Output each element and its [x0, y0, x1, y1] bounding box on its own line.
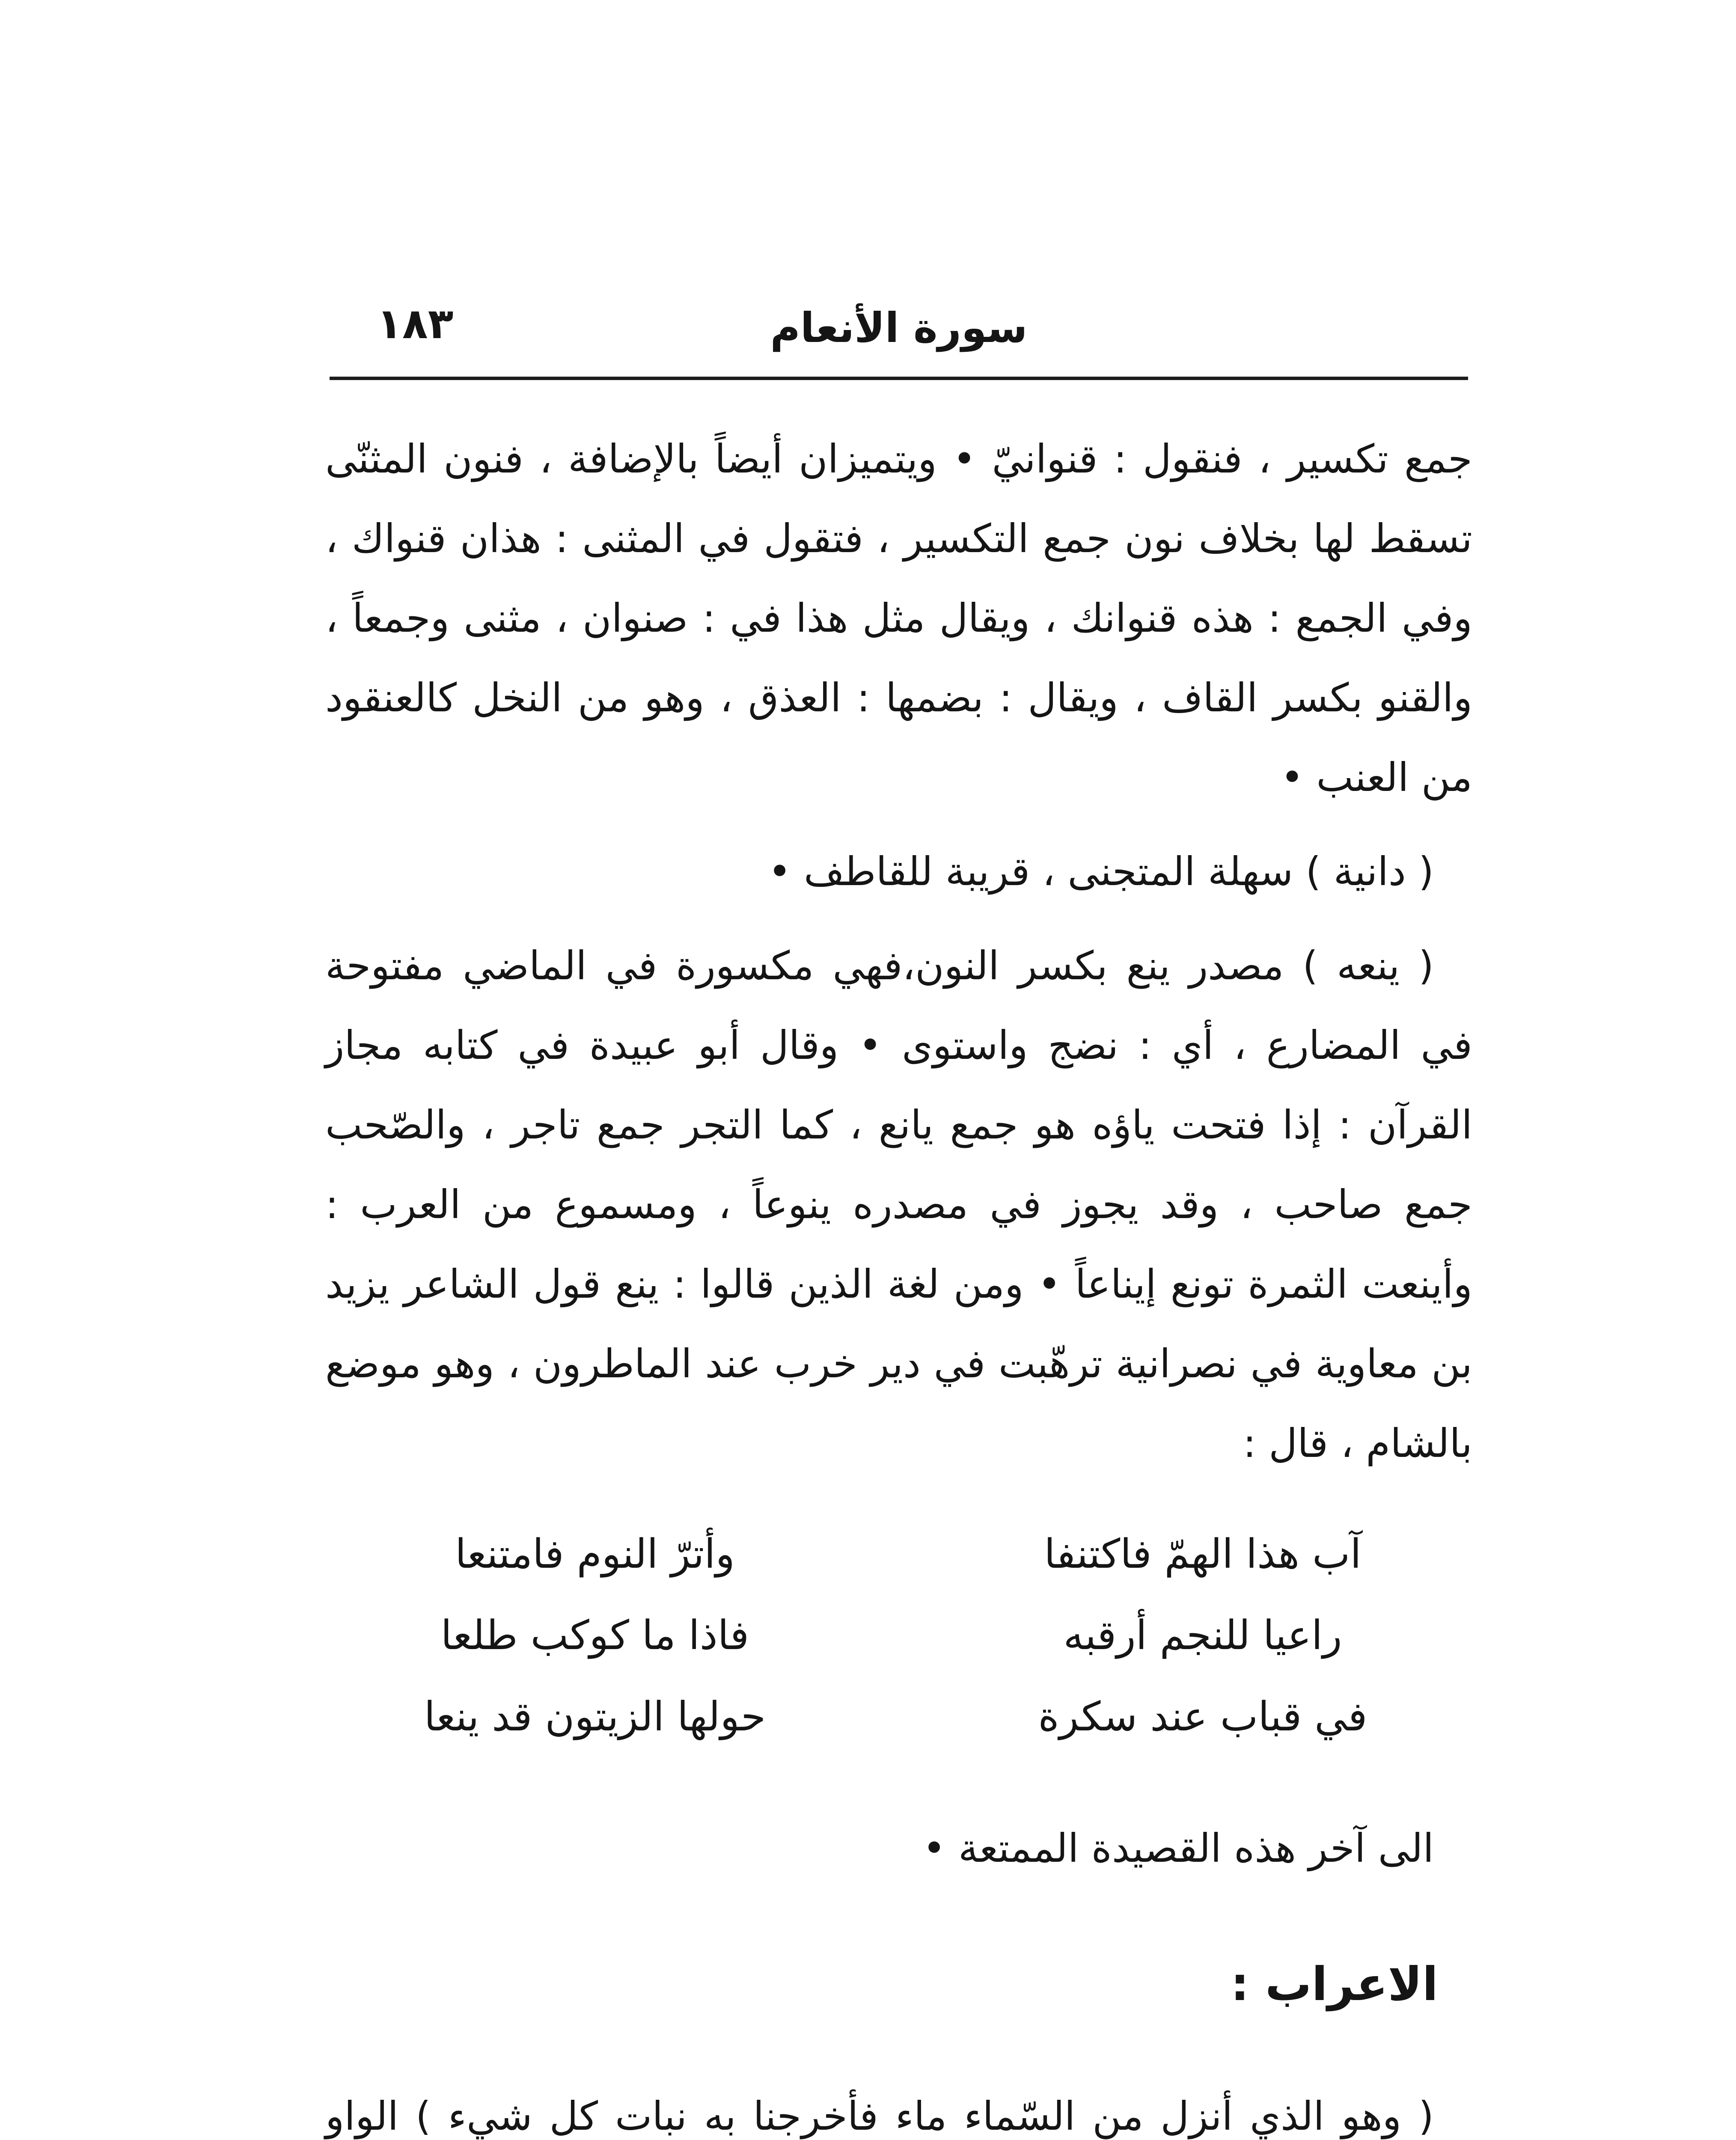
page-header: [330, 291, 1468, 351]
paragraph-daniya: ( دانية ) سهلة المتجنى ، قريبة للقاطف •: [768, 849, 1434, 895]
page-number: ١٨٣: [377, 300, 454, 348]
poem-first-hemistich: في قباب عند سكرة: [1038, 1693, 1367, 1740]
surah-title: سورة الأنعام: [770, 304, 1028, 352]
poem-line: [347, 1676, 1451, 1757]
poem-first-hemistich: آب هذا الهمّ فاكتنفا: [1044, 1531, 1361, 1578]
irab-section-title: الاعراب :: [1231, 1958, 1438, 2011]
poem-line: [347, 1595, 1451, 1676]
paragraph-qinwan: جمع تكسير ، فنقول : قنوانيّ • ويتميزان أيضاً بالإضافة ، فنون المثنّى تسقط لها بخلاف نون جمع التكسير ، فتقول في المثنى : هذان قنواك ، وفي الجمع : هذه قنوانك ، ويقال مثل هذا في : صنوان ، مثنى وجمعاً ، والقنو بكسر القاف ، ويقال : بضمها : العذق ، وهو من النخل كالعنقود من العنب •: [325, 436, 1472, 800]
poem-closing-note: الى آخر هذه القصيدة الممتعة •: [922, 1825, 1434, 1871]
header-divider: [330, 377, 1468, 380]
poem: [347, 1513, 1451, 1757]
page-body: [325, 419, 1472, 2140]
poem-line: [347, 1513, 1451, 1595]
poem-second-hemistich: حولها الزيتون قد ينعا: [424, 1693, 766, 1740]
poem-second-hemistich: فاذا ما كوكب طلعا: [440, 1612, 749, 1659]
poem-second-hemistich: وأترّ النوم فامتنعا: [455, 1531, 735, 1578]
poem-first-hemistich: راعيا للنجم أرقبه: [1063, 1612, 1342, 1659]
paragraph-yanaahu: ( ينعه ) مصدر ينع بكسر النون،فهي مكسورة في الماضي مفتوحة في المضارع ، أي : نضج واستوى • وقال أبو عبيدة في كتابه مجاز القرآن : إذا فتحت ياؤه هو جمع يانع ، كما التجر جمع تاجر ، والصّحب جمع صاحب ، وقد يجوز في مصدره ينوعاً ، ومسموع من العرب : وأينعت الثمرة تونع إيناعاً • ومن لغة الذين قالوا : ينع قول الشاعر يزيد بن معاوية في نصرانية ترهّبت في دير خرب عند الماطرون ، وهو موضع بالشام ، قال :: [325, 943, 1472, 1466]
irab-paragraph: ( وهو الذي أنزل من السّماء ماء فأخرجنا به نبات كل شيء ) الواو: [325, 2093, 1434, 2139]
